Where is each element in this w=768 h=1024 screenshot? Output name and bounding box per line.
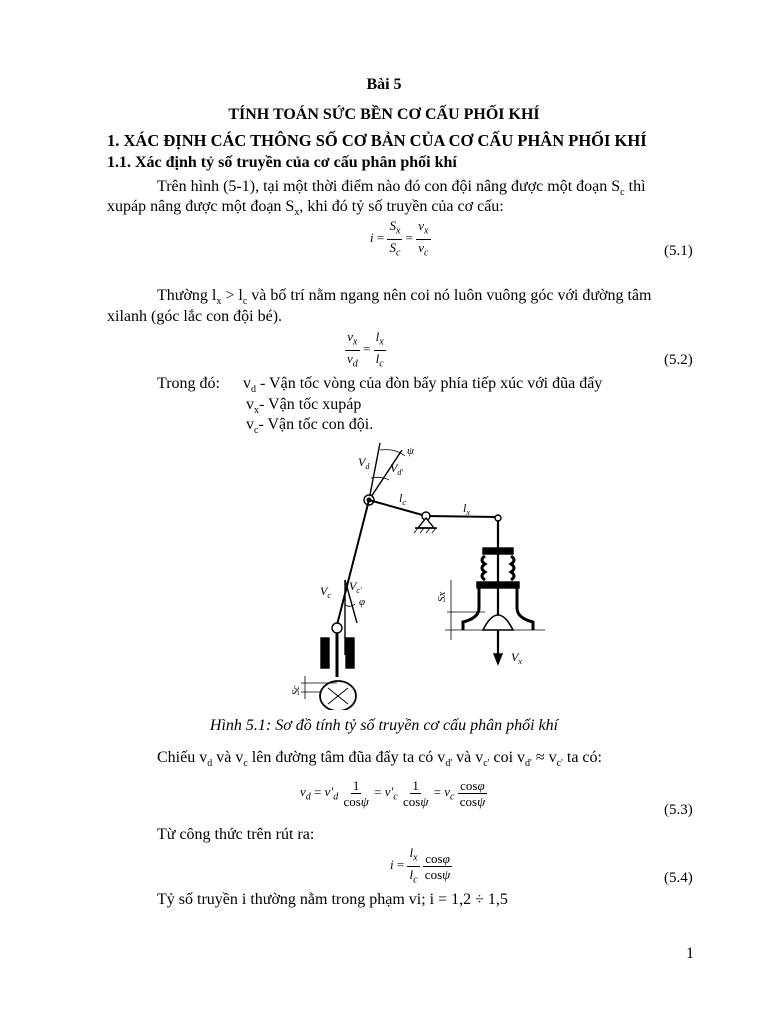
paragraph-1-line-1: Trên hình (5-1), tại một thời điểm nào đó con đội nâng được một đoạn $S_c$ thì xyxy=(157,178,646,199)
equation-5-3: $v_d = v'_d$ $\frac{1}{\cos\psi}$ = $v'_c$ $\frac{1}{\cos\psi}$ = $v_c$ $\frac{\cos\varphi}{\cos\psi}$ xyxy=(300,778,486,809)
equation-5-1-number: (5.1) xyxy=(664,243,693,259)
page-number: 1 xyxy=(686,945,694,962)
equation-5-4: i = $\frac{l_x}{l_c}$ $\frac{\cos\varphi}{\cos\psi}$ xyxy=(390,845,451,886)
paragraph-2-line-1: Thường $l_x > l_c$ và bố trí nằm ngang nên coi nó luôn vuông góc với đường tâm xyxy=(157,287,652,308)
label-lx: $l_x$ xyxy=(463,501,470,517)
subsection-heading: 1.1. Xác định tỷ số truyền của cơ cấu phân phối khí xyxy=(107,154,457,171)
figure-caption: Hình 5.1: Sơ đồ tính tỷ số truyền cơ cấu phân phối khí xyxy=(209,717,559,734)
label-phi: φ xyxy=(359,596,366,608)
where-label: Trong đó: xyxy=(157,375,220,392)
equation-5-2: $\frac{v_x}{v_d}$ = $\frac{l_x}{l_c}$ xyxy=(347,329,384,370)
label-vc: $V_c$ xyxy=(320,584,331,600)
paragraph-2-line-2: xilanh (góc lắc con đội bé). xyxy=(107,308,283,325)
paragraph-3: Chiếu $v_d$ và $v_c$ lên đường tâm đũa đẩy ta có $v_{d'}$ và $v_{c'}$ coi $v_{d'} \approx v_{c'}$ ta có: xyxy=(157,749,602,770)
label-vd: $V_d$ xyxy=(358,455,370,471)
mechanism-diagram xyxy=(285,440,545,710)
where-vx: $v_x-$ Vận tốc xupáp xyxy=(246,396,362,417)
equation-5-3-number: (5.3) xyxy=(664,802,693,818)
label-sx: Sx xyxy=(436,591,448,602)
where-vc: $v_c-$ Vận tốc con đội. xyxy=(246,416,374,437)
label-vx: $V_x$ xyxy=(511,650,522,666)
paragraph-1-line-2: xupáp nâng được một đoạn $S_x$, khi đó tỷ số truyền của cơ cấu: xyxy=(107,198,504,219)
lifter-guide-right xyxy=(346,638,354,668)
lifter-guide-left xyxy=(321,638,329,668)
valve-head xyxy=(483,615,513,630)
page-title: TÍNH TOÁN SỨC BỀN CƠ CẤU PHỐI KHÍ xyxy=(228,106,540,123)
equation-5-1: i = $\frac{S_x}{S_c}$ = $\frac{v_x}{v_c}$ xyxy=(370,218,429,259)
lesson-number: Bài 5 xyxy=(366,76,402,93)
label-vd-prime: $V_{d'}$ xyxy=(390,461,404,477)
where-vd: $v_d$ - Vận tốc vòng của đòn bẩy phía tiếp xúc với đũa đẩy xyxy=(243,375,603,396)
label-vc-prime: $V_{c'}$ xyxy=(349,579,362,595)
section-heading: 1. XÁC ĐỊNH CÁC THÔNG SỐ CƠ BẢN CỦA CƠ CẤU PHÂN PHỐI KHÍ xyxy=(107,131,647,150)
rocker-arm-right xyxy=(426,516,498,517)
paragraph-5: Tỷ số truyền i thường nằm trong phạm vi; i = 1,2 ÷ 1,5 xyxy=(157,891,508,908)
paragraph-4: Từ công thức trên rút ra: xyxy=(157,826,315,843)
equation-5-2-number: (5.2) xyxy=(664,352,693,368)
label-lc: $l_c$ xyxy=(399,491,406,507)
label-sc: Sc xyxy=(291,685,302,695)
equation-5-4-number: (5.4) xyxy=(664,870,693,886)
rocker-arm-left xyxy=(369,500,426,516)
label-psi-top: ψ xyxy=(407,445,414,457)
lifter-top-joint xyxy=(332,623,342,633)
